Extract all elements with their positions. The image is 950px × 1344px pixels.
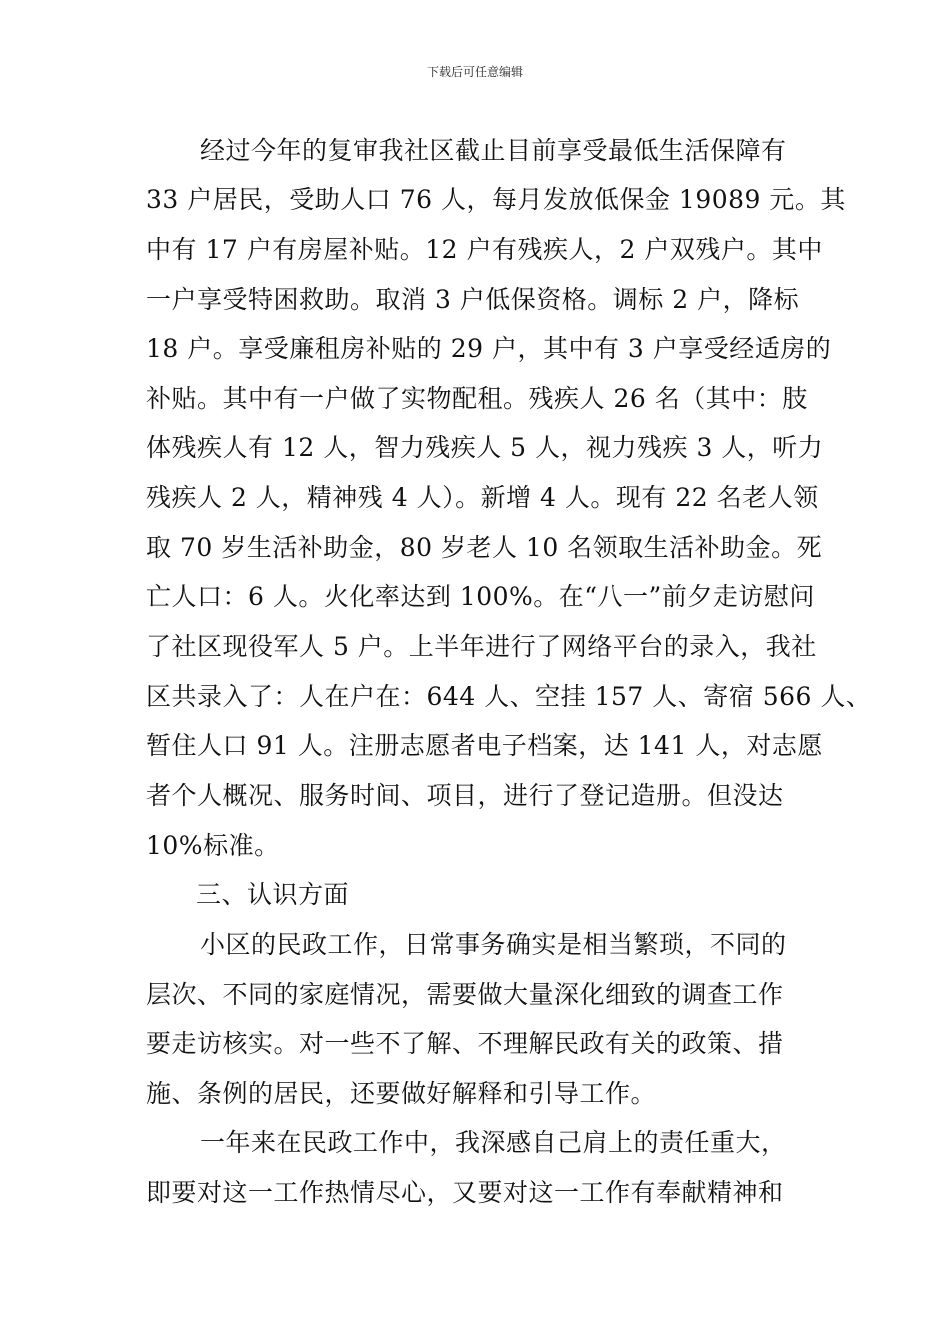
page-header: 下载后可任意编辑 xyxy=(426,65,523,79)
text-line: 10%标准。 xyxy=(146,831,280,860)
section-heading: 三、认识方面 xyxy=(196,880,350,909)
text-line: 取 70 岁生活补助金，80 岁老人 10 名领取生活补助金。死 xyxy=(146,533,823,562)
text-line: 18 户。享受廉租房补贴的 29 户，其中有 3 户享受经适房的 xyxy=(146,334,832,363)
text-line: 了社区现役军人 5 户。上半年进行了网络平台的录入，我社 xyxy=(146,632,817,661)
text-line: 要走访核实。对一些不了解、不理解民政有关的政策、措 xyxy=(146,1029,784,1058)
text-line: 残疾人 2 人，精神残 4 人）。新增 4 人。现有 22 名老人领 xyxy=(146,483,819,512)
text-line: 一年来在民政工作中，我深感自己肩上的责任重大， xyxy=(200,1128,787,1157)
text-line: 区共录入了：人在户在：644 人、空挂 157 人、寄宿 566 人、 xyxy=(146,682,872,711)
text-line: 补贴。其中有一户做了实物配租。残疾人 26 名（其中：肢 xyxy=(146,384,808,413)
text-line: 者个人概况、服务时间、项目，进行了登记造册。但没达 xyxy=(146,781,784,810)
text-line: 层次、不同的家庭情况，需要做大量深化细致的调查工作 xyxy=(146,980,784,1009)
text-line: 经过今年的复审我社区截止目前享受最低生活保障有 xyxy=(200,136,787,165)
text-line: 体残疾人有 12 人，智力残疾人 5 人，视力残疾 3 人，听力 xyxy=(146,433,824,462)
text-line: 33 户居民，受助人口 76 人，每月发放低保金 19089 元。其 xyxy=(146,185,846,214)
text-line: 施、条例的居民，还要做好解释和引导工作。 xyxy=(146,1079,657,1108)
text-line: 即要对这一工作热情尽心，又要对这一工作有奉献精神和 xyxy=(146,1178,784,1207)
text-line: 一户享受特困救助。取消 3 户低保资格。调标 2 户，降标 xyxy=(146,285,800,314)
text-line: 小区的民政工作，日常事务确实是相当繁琐，不同的 xyxy=(200,930,787,959)
text-line: 暂住人口 91 人。注册志愿者电子档案，达 141 人，对志愿 xyxy=(146,731,823,760)
text-line: 亡人口：6 人。火化率达到 100%。在“八一”前夕走访慰问 xyxy=(146,582,815,611)
text-line: 中有 17 户有房屋补贴。12 户有残疾人，2 户双残户。其中 xyxy=(146,235,823,264)
